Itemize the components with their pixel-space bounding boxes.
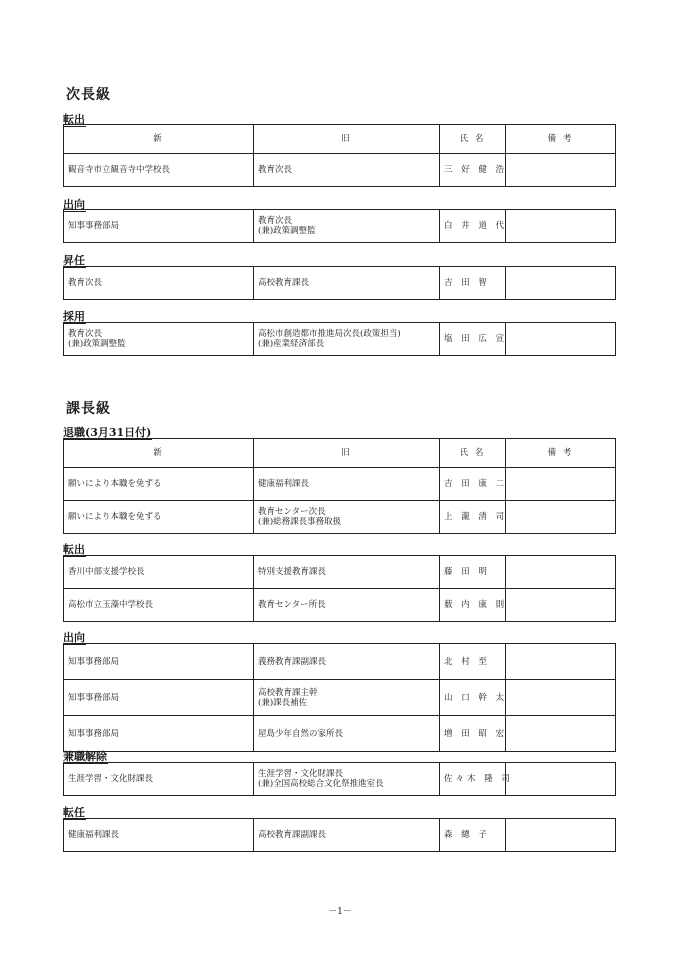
table-row: [64, 716, 616, 752]
new-position-cell: [64, 267, 254, 300]
cell-line: 高校教育課副課長: [258, 830, 327, 840]
note-cell: [506, 468, 616, 501]
name-cell: 増 田 昭 宏: [440, 716, 506, 752]
cell-line: 健康福利課長: [258, 479, 310, 489]
note-cell: [506, 680, 616, 716]
table-row: [64, 556, 616, 589]
page-number: －1－: [328, 907, 352, 917]
cell-line: 知事事務部局: [68, 728, 120, 739]
cell-line: 特別支援教育課長: [258, 567, 327, 577]
old-position-cell: [254, 556, 440, 589]
name-cell: 白 井 道 代: [440, 210, 506, 243]
table-row: [64, 154, 616, 187]
group-label: 退職(3月31日付): [63, 426, 152, 439]
note-cell: [506, 716, 616, 752]
note-cell: [506, 819, 616, 852]
personnel-table: [63, 266, 616, 300]
header-note: 備 考: [506, 125, 616, 154]
cell-line: 願いにより本職を免ずる: [68, 512, 162, 522]
cell-line: 生涯学習・文化財課長: [68, 774, 154, 784]
personnel-table: [63, 643, 616, 752]
cell-line: 高松市創造都市推進局次長(政策担当): [258, 329, 401, 339]
old-position-cell: [254, 644, 440, 680]
table-row: [64, 763, 616, 796]
new-position-cell: [64, 323, 254, 356]
table-row: [64, 267, 616, 300]
personnel-table: [63, 555, 616, 622]
group-label: 転出: [63, 543, 85, 556]
cell-line: 教育次長: [68, 329, 103, 339]
table-row: [64, 468, 616, 501]
group-label: 採用: [63, 310, 85, 323]
cell-line: 知事事務部局: [68, 656, 120, 667]
table-row: [64, 819, 616, 852]
personnel-table: [63, 322, 616, 356]
new-position-cell: [64, 680, 254, 716]
header-new: 新: [64, 125, 254, 154]
note-cell: [506, 644, 616, 680]
header-new: 新: [64, 439, 254, 468]
group-label: 転任: [63, 806, 85, 819]
name-cell: 吉 田 康 二: [440, 468, 506, 501]
old-position-cell: [254, 468, 440, 501]
name-cell: 森 總 子: [440, 819, 506, 852]
cell-line: 屋島少年自然の家所長: [258, 728, 344, 739]
personnel-table: [63, 438, 616, 534]
new-position-cell: [64, 154, 254, 187]
cell-line: 教育センター次長: [258, 507, 326, 517]
cell-line: 健康福利課長: [68, 830, 120, 840]
note-cell: [506, 501, 616, 534]
cell-line: 願いにより本職を免ずる: [68, 479, 162, 489]
personnel-table: [63, 818, 616, 852]
cell-line: 知事事務部局: [68, 221, 120, 231]
table-row: [64, 323, 616, 356]
group-label: 昇任: [63, 254, 85, 267]
table-row: [64, 644, 616, 680]
cell-line: 教育次長: [258, 165, 293, 175]
cell-line: 高校教育課長: [258, 278, 310, 288]
new-position-cell: [64, 589, 254, 622]
name-cell: 吉 田 智: [440, 267, 506, 300]
old-position-cell: [254, 267, 440, 300]
table-header-row: [64, 439, 616, 468]
name-cell: 上 瀧 清 司: [440, 501, 506, 534]
personnel-table: [63, 209, 616, 243]
cell-line: (兼)政策調整監: [68, 339, 126, 349]
note-cell: [506, 323, 616, 356]
note-cell: [506, 210, 616, 243]
group-label: 出向: [63, 631, 85, 644]
section-title-kachou: 課長級: [66, 401, 111, 417]
table-row: [64, 680, 616, 716]
cell-line: (兼)産業経済部長: [258, 339, 325, 349]
table-row: [64, 589, 616, 622]
personnel-table: [63, 124, 616, 187]
new-position-cell: [64, 763, 254, 796]
old-position-cell: [254, 210, 440, 243]
cell-line: 観音寺市立観音寺中学校長: [68, 165, 171, 175]
group-label: 出向: [63, 198, 85, 211]
table-header-row: [64, 125, 616, 154]
old-position-cell: [254, 589, 440, 622]
name-cell: 佐々木 隆 司: [440, 763, 506, 796]
name-cell: 北 村 至: [440, 644, 506, 680]
section-title-jichou: 次長級: [66, 87, 111, 103]
old-position-cell: [254, 819, 440, 852]
header-old: 旧: [254, 125, 440, 154]
old-position-cell: [254, 763, 440, 796]
new-position-cell: [64, 501, 254, 534]
note-cell: [506, 556, 616, 589]
cell-line: 教育センター所長: [258, 600, 326, 610]
new-position-cell: [64, 819, 254, 852]
name-cell: 塩 田 広 宣: [440, 323, 506, 356]
cell-line: (兼)政策調整監: [258, 226, 316, 236]
new-position-cell: [64, 210, 254, 243]
cell-line: 義務教育課副課長: [258, 656, 327, 667]
cell-line: 高松市立玉藻中学校長: [68, 600, 154, 610]
header-old: 旧: [254, 439, 440, 468]
old-position-cell: [254, 154, 440, 187]
note-cell: [506, 589, 616, 622]
cell-line: 生涯学習・文化財課長: [258, 769, 344, 779]
cell-line: 高校教育課主幹: [258, 687, 318, 698]
note-cell: [506, 154, 616, 187]
group-label: 兼職解除: [63, 750, 107, 763]
new-position-cell: [64, 716, 254, 752]
note-cell: [506, 763, 616, 796]
table-row: [64, 501, 616, 534]
personnel-table: [63, 762, 616, 796]
cell-line: (兼)全国高校総合文化祭推進室長: [258, 779, 384, 789]
cell-line: 教育次長: [258, 216, 293, 226]
name-cell: 三 好 健 浩: [440, 154, 506, 187]
header-name: 氏 名: [440, 439, 506, 468]
header-name: 氏 名: [440, 125, 506, 154]
name-cell: 山 口 幹 太: [440, 680, 506, 716]
name-cell: 藤 田 明: [440, 556, 506, 589]
cell-line: (兼)総務課長事務取扱: [258, 517, 342, 527]
new-position-cell: [64, 644, 254, 680]
cell-line: 香川中部支援学校長: [68, 567, 145, 577]
group-label: 転出: [63, 113, 85, 126]
name-cell: 薮 内 康 則: [440, 589, 506, 622]
new-position-cell: [64, 556, 254, 589]
note-cell: [506, 267, 616, 300]
old-position-cell: [254, 680, 440, 716]
header-note: 備 考: [506, 439, 616, 468]
old-position-cell: [254, 501, 440, 534]
old-position-cell: [254, 323, 440, 356]
table-row: [64, 210, 616, 243]
cell-line: 教育次長: [68, 278, 103, 288]
old-position-cell: [254, 716, 440, 752]
cell-line: (兼)課長補佐: [258, 697, 308, 708]
cell-line: 知事事務部局: [68, 692, 120, 703]
new-position-cell: [64, 468, 254, 501]
